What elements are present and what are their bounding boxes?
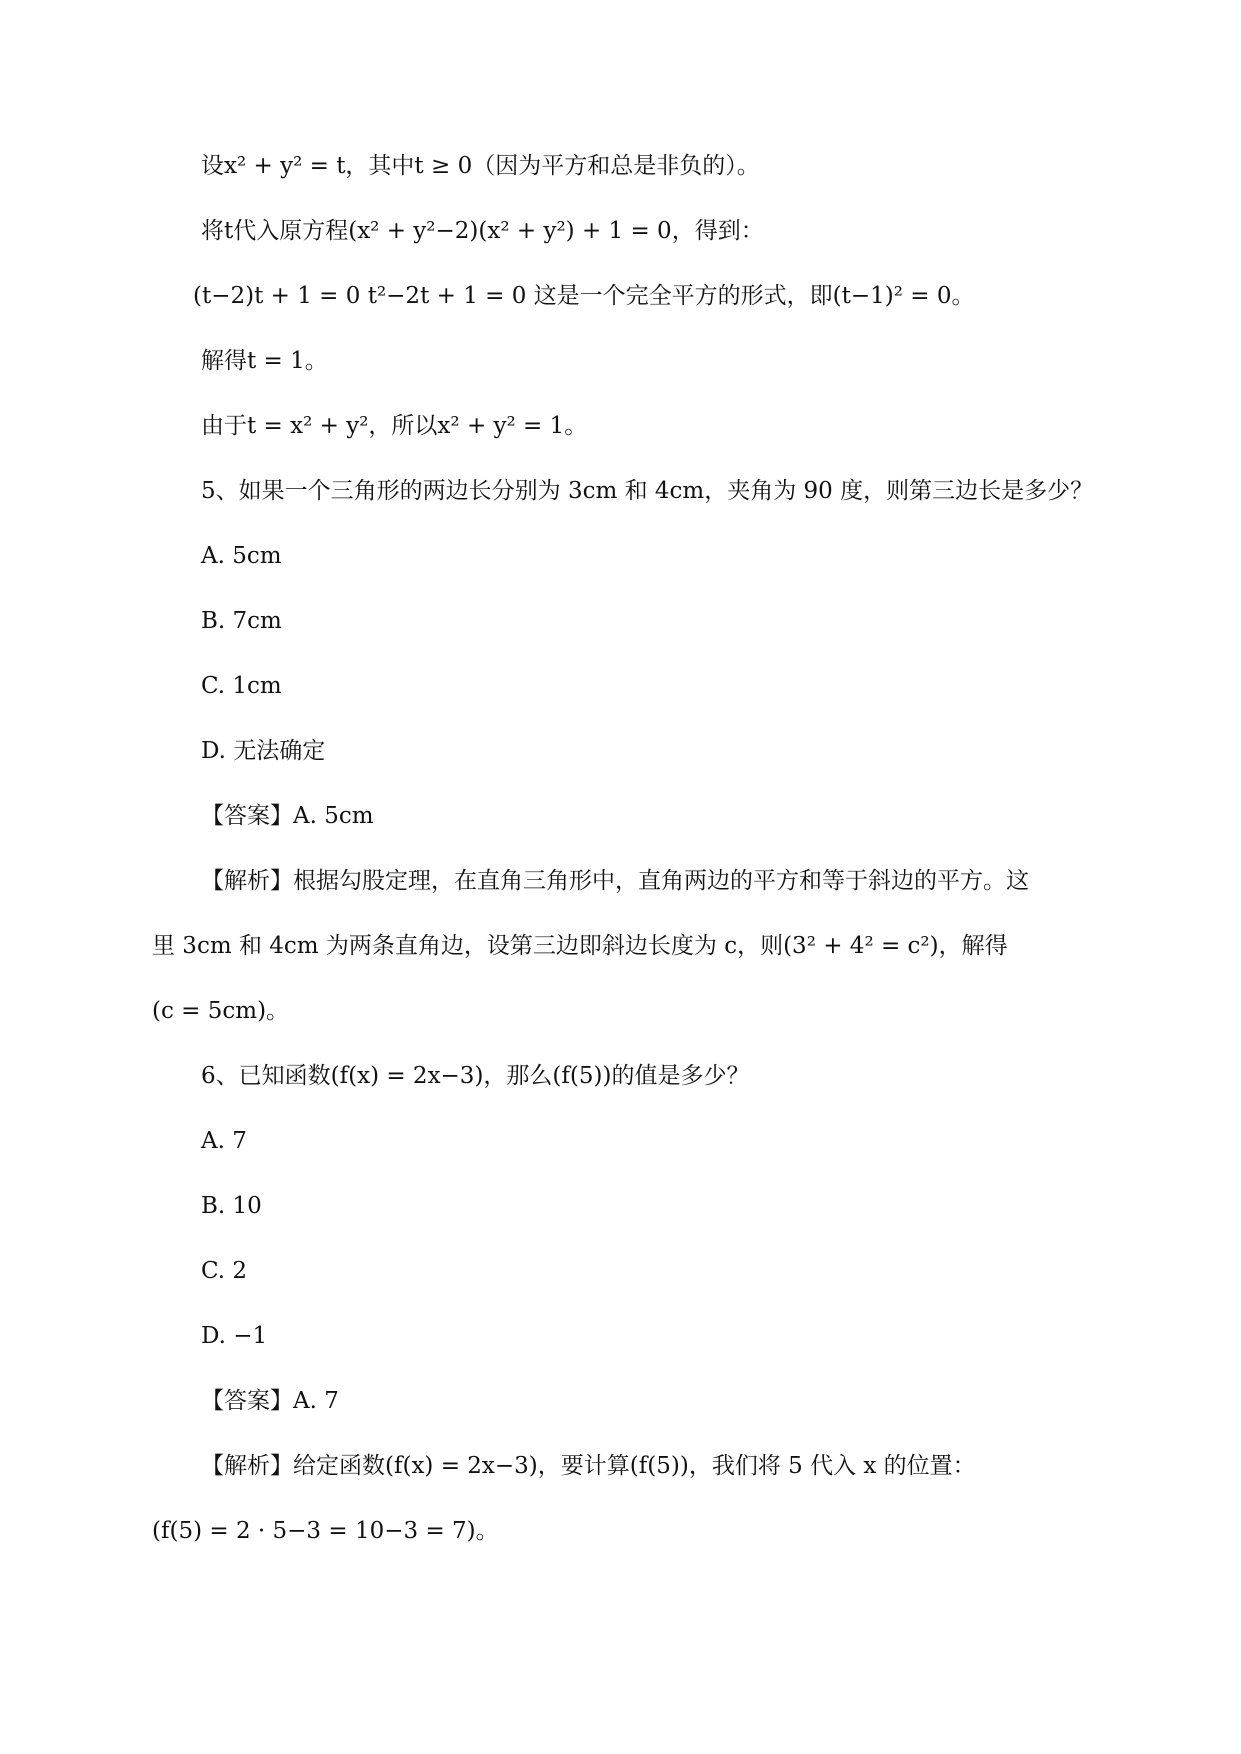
perfect-square-line: (t−2)t + 1 = 0 t²−2t + 1 = 0 这是一个完全平方的形式，即(t−1)² = 0。	[193, 283, 975, 309]
solve-t-line: 解得t = 1。	[201, 348, 328, 374]
q5-option-b: B. 7cm	[201, 608, 282, 634]
substitution-line: 设x² + y² = t，其中t ≥ 0（因为平方和总是非负的）。	[201, 153, 760, 179]
q5-option-c: C. 1cm	[201, 673, 282, 699]
q6-option-a: A. 7	[201, 1128, 247, 1154]
q6-explanation-line-1: 【解析】给定函数(f(x) = 2x−3)，要计算(f(5))，我们将 5 代入 x 的位置：	[201, 1453, 976, 1479]
conclusion-line: 由于t = x² + y²，所以x² + y² = 1。	[201, 413, 588, 439]
question-5: 5、如果一个三角形的两边长分别为 3cm 和 4cm，夹角为 90 度，则第三边长是多少？	[201, 478, 1094, 504]
q6-explanation-line-2: (f(5) = 2 · 5−3 = 10−3 = 7)。	[152, 1518, 499, 1544]
q5-answer: 【答案】A. 5cm	[201, 803, 374, 829]
q6-answer: 【答案】A. 7	[201, 1388, 339, 1414]
q6-option-d: D. −1	[201, 1323, 268, 1349]
question-6: 6、已知函数(f(x) = 2x−3)，那么(f(5))的值是多少？	[201, 1063, 750, 1089]
q6-option-c: C. 2	[201, 1258, 248, 1284]
q5-explanation-line-2: 里 3cm 和 4cm 为两条直角边，设第三边即斜边长度为 c，则(3² + 4² = c²)，解得	[152, 933, 1008, 959]
q5-option-d: D. 无法确定	[201, 738, 326, 764]
substitute-into-equation-line: 将t代入原方程(x² + y²−2)(x² + y²) + 1 = 0，得到：	[201, 218, 764, 244]
q5-explanation-line-1: 【解析】根据勾股定理，在直角三角形中，直角两边的平方和等于斜边的平方。这	[201, 868, 1029, 894]
q5-explanation-line-3: (c = 5cm)。	[152, 998, 290, 1024]
q6-option-b: B. 10	[201, 1193, 262, 1219]
q5-option-a: A. 5cm	[201, 543, 282, 569]
